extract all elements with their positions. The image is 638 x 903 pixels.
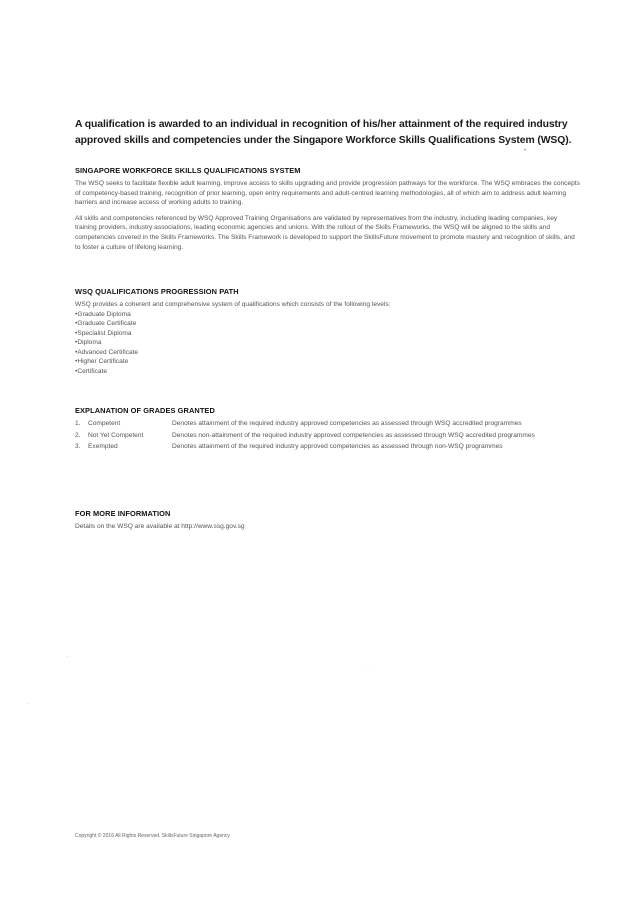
more-info-section [75, 509, 580, 538]
system-paragraph-1: The WSQ seeks to facilitate flexible adult learning, improve access to skills upgrading and provide progression pathways for the workforce. The WSQ embraces the concepts of competency-based training, recognition of prior learning, open entry requirements and adult-centred learning methodologies, all of which aim to address adult learning barriers and increase access of working adults to training. [75, 180, 580, 207]
grade-name: Exempted [88, 443, 118, 450]
levels-list [75, 310, 580, 377]
grade-number: 1. [75, 420, 81, 427]
grade-description: Denotes attainment of the required industry approved competencies as assessed through WSQ accredited programmes [172, 420, 522, 427]
grade-description: Denotes non-attainment of the required industry approved competencies as assessed through WSQ accredited programmes [172, 431, 535, 439]
path-heading: WSQ QUALIFICATIONS PROGRESSION PATH [75, 287, 239, 296]
grades-section [75, 406, 580, 454]
grade-number: 3. [75, 443, 81, 450]
list-item: • Graduate Diploma [75, 310, 580, 320]
grade-name: Competent [88, 420, 121, 427]
list-item: • Higher Certificate [75, 357, 580, 367]
list-item: • Specialist Diploma [75, 329, 580, 339]
copyright-footer: Copyright © 2016 All Rights Reserved. SkillsFuture Singapore Agency [75, 833, 230, 839]
system-heading: SINGAPORE WORKFORCE SKILLS QUALIFICATIONS SYSTEM [75, 166, 301, 175]
system-paragraph-2: All skills and competencies referenced by WSQ Approved Training Organisations are validated by representatives from the industry, including leading companies, key training providers, industry associations, leading economic agencies and unions. With the rollout of the Skills Frameworks, the WSQ will be aligned to the skills and competencies covered in the Skills Frameworks. The Skills Framework is developed to support the SkillsFuture movement to promote mastery and recognition of skills, and to foster a culture of lifelong learning. [75, 214, 575, 251]
stray-mark: · [27, 701, 29, 707]
stray-mark: · [367, 667, 369, 673]
stray-mark: · [66, 654, 68, 660]
list-item: • Certificate [75, 367, 580, 377]
grade-description: Denotes attainment of the required industry approved competencies as assessed through non-WSQ programmes [172, 443, 503, 450]
progression-path-section [75, 287, 580, 376]
list-item: • Advanced Certificate [75, 348, 580, 358]
grades-heading: EXPLANATION OF GRADES GRANTED [75, 406, 215, 415]
grade-number: 2. [75, 431, 81, 439]
list-item: • Diploma [75, 338, 580, 348]
path-intro: WSQ provides a coherent and comprehensive system of qualifications which consists of the following levels: [75, 301, 391, 308]
info-text: Details on the WSQ are available at http://www.ssg.gov.sg [75, 523, 245, 530]
stray-mark: • [524, 148, 527, 154]
intro-statement: A qualification is awarded to an individual in recognition of his/her attainment of the required industry approved skills and competencies under the Singapore Workforce Skills Qualifications System (WSQ). [75, 119, 572, 146]
info-heading: FOR MORE INFORMATION [75, 509, 171, 518]
grade-name: Not Yet Competent [88, 431, 144, 439]
list-item: • Graduate Certificate [75, 319, 580, 329]
wsq-system-section [75, 166, 580, 258]
grade-row [75, 442, 580, 452]
grade-row [75, 419, 580, 429]
grade-row [75, 431, 580, 441]
